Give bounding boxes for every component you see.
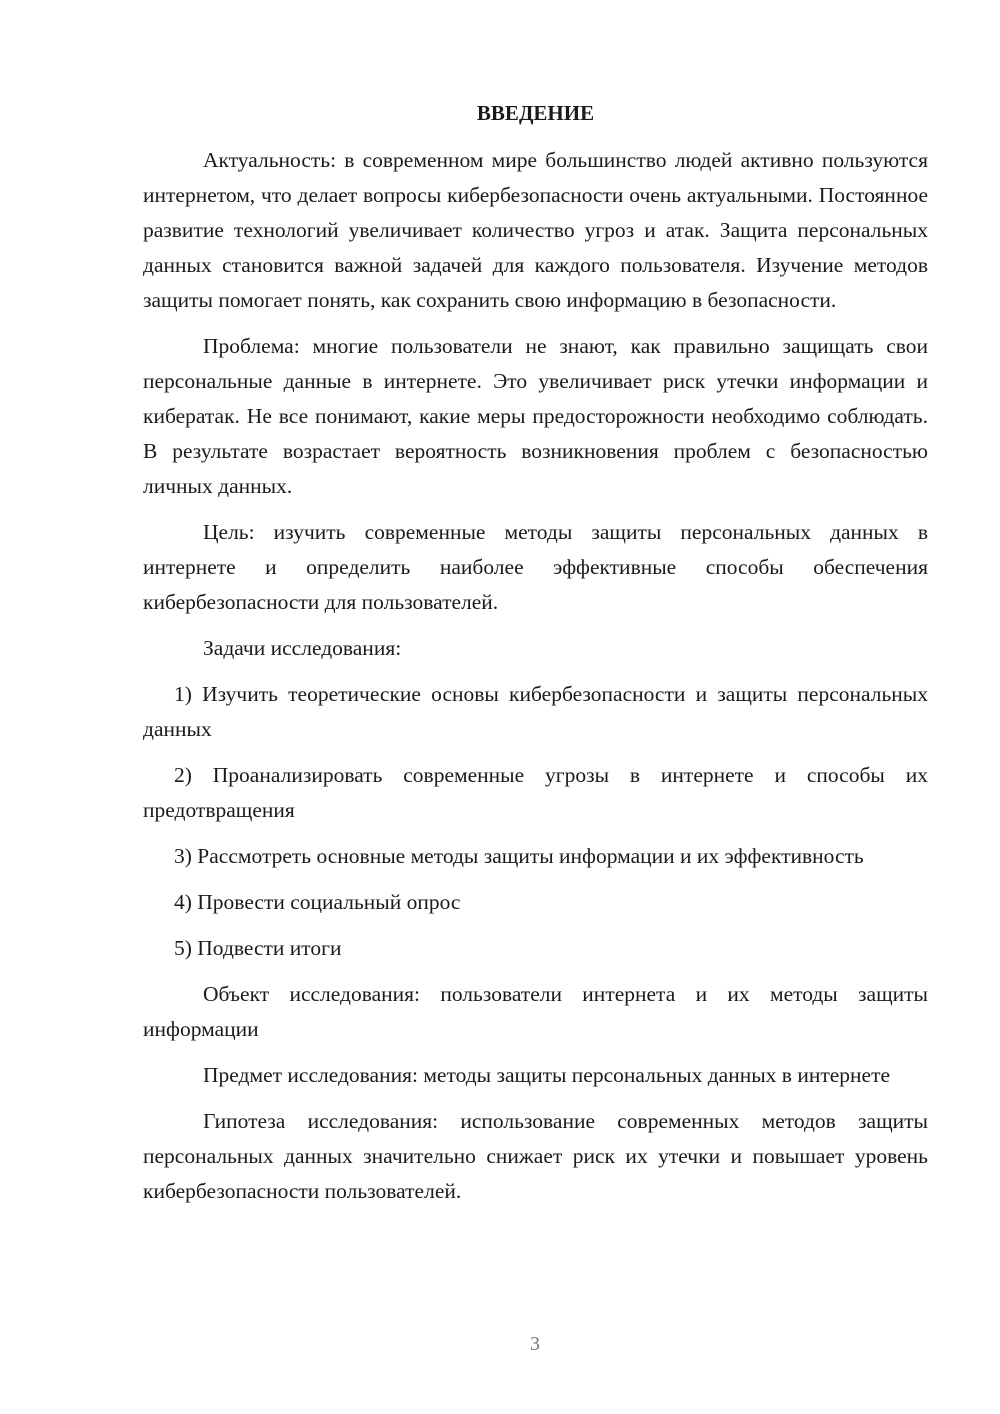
document-page bbox=[143, 96, 928, 1220]
task-item: 2) Проанализировать современные угрозы в интернете и способы их предотвращения bbox=[143, 763, 928, 822]
hypothesis-paragraph: Гипотеза исследования: использование современных методов защиты персональных данных значительно снижает риск их утечки и повышает уровень кибербезопасности пользователей. bbox=[143, 1109, 928, 1203]
goal-paragraph: Цель: изучить современные методы защиты персональных данных в интернете и определить наиболее эффективные способы обеспечения кибербезопасности для пользователей. bbox=[143, 520, 928, 614]
subject-paragraph: Предмет исследования: методы защиты персональных данных в интернете bbox=[203, 1063, 891, 1087]
task-item: 4) Провести социальный опрос bbox=[174, 890, 461, 914]
section-title: ВВЕДЕНИЕ bbox=[476, 101, 595, 125]
task-item: 5) Подвести итоги bbox=[174, 936, 342, 960]
page-number: 3 bbox=[530, 1333, 540, 1355]
task-item: 3) Рассмотреть основные методы защиты информации и их эффективность bbox=[174, 844, 864, 868]
object-paragraph: Объект исследования: пользователи интернета и их методы защиты информации bbox=[143, 982, 928, 1041]
tasks-heading: Задачи исследования: bbox=[203, 636, 402, 660]
relevance-paragraph: Актуальность: в современном мире большинство людей активно пользуются интернетом, что делает вопросы кибербезопасности очень актуальными. Постоянное развитие технологий увеличивает количество угроз и атак. Защита персональных данных становится важной задачей для каждого пользователя. Изучение методов защиты помогает понять, как сохранить свою информацию в безопасности. bbox=[143, 148, 928, 312]
task-item: 1) Изучить теоретические основы кибербезопасности и защиты персональных данных bbox=[143, 682, 928, 741]
problem-paragraph: Проблема: многие пользователи не знают, как правильно защищать свои персональные данные в интернете. Это увеличивает риск утечки информации и кибератак. Не все понимают, какие меры предосторожности необходимо соблюдать. В результате возрастает вероятность возникновения проблем с безопасностью личных данных. bbox=[143, 334, 928, 498]
